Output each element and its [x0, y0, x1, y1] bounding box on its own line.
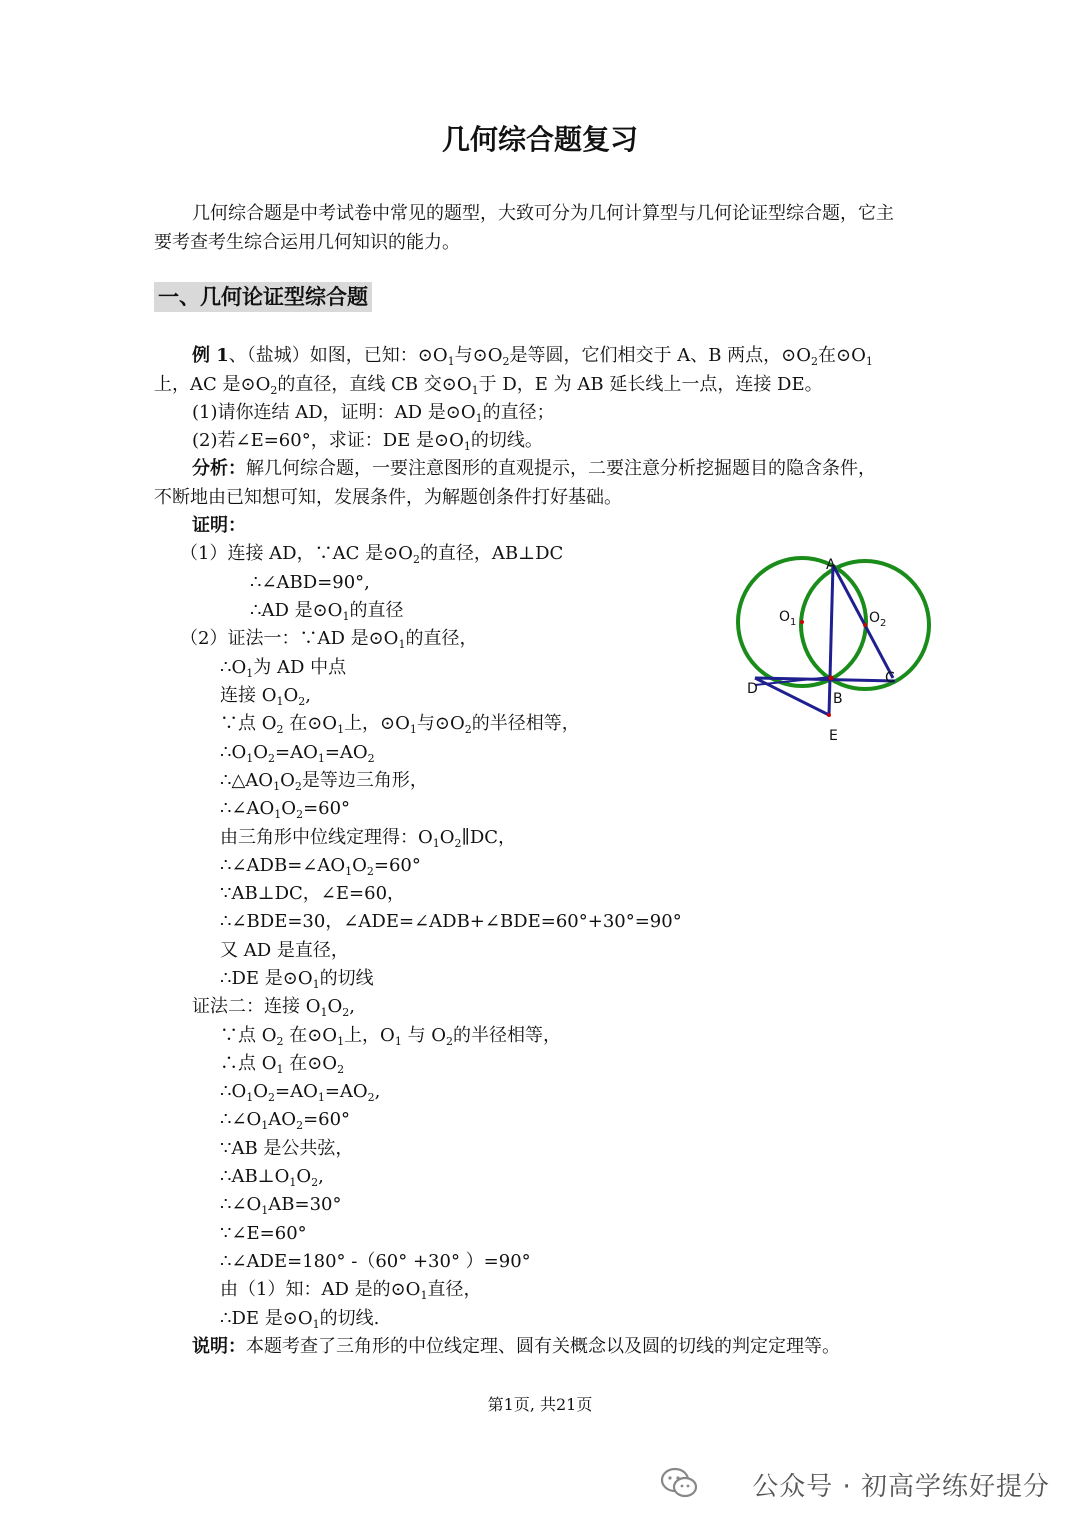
note-line: 说明：本题考查了三角形的中位线定理、圆有关概念以及圆的切线的判定定理等。	[192, 1336, 840, 1357]
proof-line: $\therefore\triangle AO_1O_2$是等边三角形，	[220, 770, 428, 793]
proof-line: ∴∠BDE=30，∠ADE=∠ADB+∠BDE=60°+30°=90°	[220, 911, 682, 932]
proof-line: ∴∠ABD=90°,	[250, 572, 370, 593]
proof-line: ∴点 $O_1$ 在$⊙O_2$	[220, 1053, 345, 1076]
proof-line: 由（1）知：AD 是的$⊙O_1$直径，	[220, 1279, 482, 1302]
proof-line: $\therefore O_1$为 AD 中点	[220, 657, 347, 680]
wechat-icon	[660, 1466, 700, 1500]
analysis-line-2: 不断地由已知想可知，发展条件，为解题创条件打好基础。	[154, 487, 622, 508]
example-line-1: 例 1、（盐城）如图，已知：$⊙O_1$与$⊙O_2$是等圆，它们相交于 A、B 两点，$⊙O_2$在$⊙O_1$	[192, 345, 873, 368]
intro-line-2: 要考查考生综合运用几何知识的能力。	[154, 232, 460, 253]
page-footer: 第1页, 共21页	[487, 1395, 593, 1414]
proof-line: $\therefore\angle O_1AB=30^\circ$	[220, 1194, 342, 1217]
proof-line: 连接 $O_1O_2$,	[220, 685, 311, 708]
label-e: E	[829, 728, 838, 744]
analysis-line-1: 分析：解几何综合题，一要注意图形的直观提示，二要注意分析挖掘题目的隐含条件，	[192, 458, 876, 479]
proof-line: ∵AB⊥DC，∠E=60，	[220, 883, 406, 904]
proof-line: 又 AD 是直径，	[220, 940, 349, 961]
label-o1: $O_1$	[779, 609, 797, 628]
proof-line: ∴DE 是$⊙O_1$的切线.	[220, 1308, 380, 1331]
proof-label: 证明：	[192, 515, 246, 536]
example-line-2: 上，AC 是$⊙O_2$的直径，直线 CB 交$⊙O_1$于 D，E 为 AB 延长线上一点，连接 DE。	[154, 374, 823, 397]
question-1: (1)请你连结 AD，证明：AD 是$⊙O_1$的直径；	[192, 402, 555, 425]
example-label: 例 1	[192, 345, 229, 366]
label-b: B	[833, 691, 843, 707]
proof-line: ∴AD 是$⊙O_1$的直径	[250, 600, 404, 623]
label-o2: $O_2$	[869, 610, 887, 629]
proof-line: （1）连接 AD，∵AC 是$⊙O_2$的直径，AB⊥DC	[180, 543, 564, 566]
label-c: C	[885, 670, 895, 686]
section-heading: 一、几何论证型综合题	[154, 282, 372, 312]
proof-line: $\therefore AB\perp O_1O_2$,	[220, 1166, 324, 1189]
proof-line: $\therefore\angle ADB=\angle AO_1O_2=60^\circ$	[220, 855, 421, 878]
geometry-figure	[725, 545, 945, 755]
proof-line: 证法二：连接 $O_1O_2$,	[192, 996, 355, 1019]
watermark-text: 公众号 · 初高学练好提分	[752, 1472, 1050, 1502]
label-a: A	[826, 557, 836, 573]
proof-line: $\therefore\angle AO_1O_2=60^\circ$	[220, 798, 351, 821]
proof-line: 由三角形中位线定理得：$O_1O_2\parallel DC$，	[220, 827, 517, 850]
proof-line: ∴∠ADE=180° -（60° +30° ）=90°	[220, 1251, 531, 1272]
proof-line: ∵点 $O_2$ 在$⊙O_1$上，$⊙O_1$与$⊙O_2$的半径相等，	[220, 713, 580, 736]
label-d: D	[747, 681, 758, 697]
proof-line: $\therefore\angle O_1AO_2=60^\circ$	[220, 1109, 351, 1132]
question-2: (2)若∠E=60°，求证：DE 是$⊙O_1$的切线。	[192, 430, 543, 453]
proof-line: $\therefore O_1O_2=AO_1=AO_2$	[220, 742, 375, 765]
proof-line: （2）证法一：∵AD 是$⊙O_1$的直径，	[180, 628, 478, 651]
page-title: 几何综合题复习	[441, 123, 638, 156]
proof-line: ∵AB 是公共弦，	[220, 1138, 354, 1159]
proof-line: ∴DE 是$⊙O_1$的切线	[220, 968, 374, 991]
proof-line: $\therefore O_1O_2=AO_1=AO_2$,	[220, 1081, 381, 1104]
proof-line: ∵点 $O_2$ 在$⊙O_1$上，$O_1$ 与 $O_2$的半径相等，	[220, 1025, 562, 1048]
proof-line: ∵∠E=60°	[220, 1223, 307, 1244]
intro-line-1: 几何综合题是中考试卷中常见的题型，大致可分为几何计算型与几何论证型综合题，它主	[192, 203, 894, 224]
